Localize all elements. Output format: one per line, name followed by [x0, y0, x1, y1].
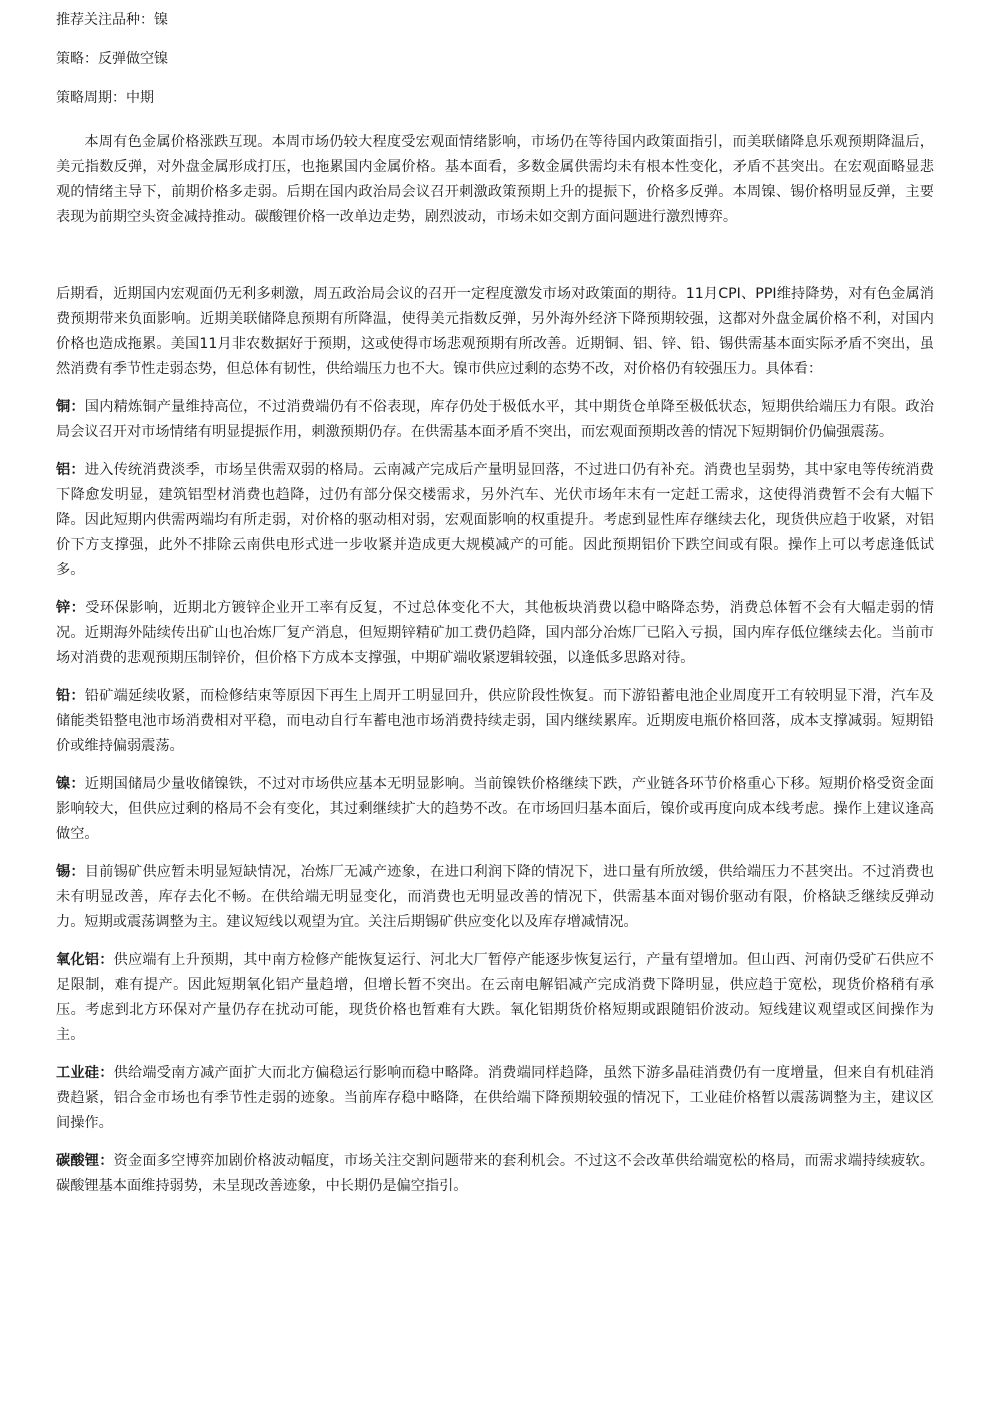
section-zinc	[56, 596, 934, 671]
section-aluminum	[56, 458, 934, 583]
section-alumina	[56, 948, 934, 1048]
section-lead	[56, 684, 934, 759]
section-lithium-carbonate	[56, 1149, 934, 1199]
section-text: 进入传统消费淡季，市场呈供需双弱的格局。云南减产完成后产量明显回落，不过进口仍有补充。消费也呈弱势，其中家电等传统消费下降愈发明显，建筑铝型材消费也趋降，过仍有部分保交楼需求，另外汽车、光伏市场年末有一定赶工需求，这使得消费暂不会有大幅下降。因此短期内供需两端均有所走弱，对价格的驱动相对弱，宏观面影响的权重提升。考虑到显性库存继续去化，现货供应趋于收紧，对铝价下方支撑强，此外不排除云南供电形式进一步收紧并造成更大规模减产的可能。因此预期铝价下跌空间或有限。操作上可以考虑逢低试多。	[56, 462, 934, 578]
recommended-variety: 推荐关注品种：镍	[56, 12, 168, 28]
section-label: 碳酸锂：	[56, 1153, 114, 1169]
section-copper	[56, 395, 934, 445]
section-text: 国内精炼铜产量维持高位，不过消费端仍有不俗表现，库存仍处于极低水平，其中期货仓单降至极低状态，短期供给端压力有限。政治局会议召开对市场情绪有明显提振作用，刺激预期仍存。在供需基本面矛盾不突出，而宏观面预期改善的情况下短期铜价仍偏强震荡。	[56, 399, 934, 440]
section-text: 目前锡矿供应暂未明显短缺情况，冶炼厂无减产迹象，在进口利润下降的情况下，进口量有所放缓，供给端压力不甚突出。不过消费也未有明显改善，库存去化不畅。在供给端无明显变化，而消费也无明显改善的情况下，供需基本面对锡价驱动有限，价格缺乏继续反弹动力。短期或震荡调整为主。建议短线以观望为宜。关注后期锡矿供应变化以及库存增减情况。	[56, 864, 934, 930]
section-label: 铅：	[56, 688, 85, 704]
section-label: 工业硅：	[56, 1065, 114, 1081]
section-text: 近期国储局少量收储镍铁，不过对市场供应基本无明显影响。当前镍铁价格继续下跌，产业链各环节价格重心下移。短期价格受资金面影响较大，但供应过剩的格局不会有变化，其过剩继续扩大的趋势不改。在市场回归基本面后，镍价或再度向成本线考虑。操作上建议逢高做空。	[56, 776, 934, 842]
section-label: 锡：	[56, 864, 85, 880]
strategy-period: 策略周期：中期	[56, 90, 154, 106]
section-label: 镍：	[56, 776, 85, 792]
section-text: 资金面多空博弈加剧价格波动幅度，市场关注交割问题带来的套利机会。不过这不会改革供给端宽松的格局，而需求端持续疲软。碳酸锂基本面维持弱势，未呈现改善迹象，中长期仍是偏空指引。	[56, 1153, 934, 1194]
weekly-summary-paragraph: 本周有色金属价格涨跌互现。本周市场仍较大程度受宏观面情绪影响，市场仍在等待国内政策面指引，而美联储降息乐观预期降温后，美元指数反弹，对外盘金属形成打压，也拖累国内金属价格。基本面看，多数金属供需均未有根本性变化，矛盾不甚突出。在宏观面略显悲观的情绪主导下，前期价格多走弱。后期在国内政治局会议召开刺激政策预期上升的提振下，价格多反弹。本周镍、锡价格明显反弹，主要表现为前期空头资金减持推动。碳酸锂价格一改单边走势，剧烈波动，市场未如交割方面问题进行激烈博弈。	[56, 134, 934, 225]
report-page	[56, 10, 934, 1199]
section-tin	[56, 860, 934, 935]
section-label: 氧化铝：	[56, 952, 114, 968]
outlook-paragraph: 后期看，近期国内宏观面仍无利多刺激，周五政治局会议的召开一定程度激发市场对政策面的期待。11月CPI、PPI维持降势，对有色金属消费预期带来负面影响。近期美联储降息预期有所降温，使得美元指数反弹，另外海外经济下降预期较强，这都对外盘金属价格不利，对国内价格也造成拖累。美国11月非农数据好于预期，这或使得市场悲观预期有所改善。近期铜、铝、锌、铅、锡供需基本面实际矛盾不突出，虽然消费有季节性走弱态势，但总体有韧性，供给端压力也不大。镍市供应过剩的态势不改，对价格仍有较强压力。具体看：	[56, 286, 934, 377]
section-text: 受环保影响，近期北方镀锌企业开工率有反复，不过总体变化不大，其他板块消费以稳中略降态势，消费总体暂不会有大幅走弱的情况。近期海外陆续传出矿山也冶炼厂复产消息，但短期锌精矿加工费仍趋降，国内部分冶炼厂已陷入亏损，国内库存低位继续去化。当前市场对消费的悲观预期压制锌价，但价格下方成本支撑强，中期矿端收紧逻辑较强，以逢低多思路对待。	[56, 600, 934, 666]
section-label: 铝：	[56, 462, 85, 478]
section-industrial-silicon	[56, 1061, 934, 1136]
strategy-line: 策略：反弹做空镍	[56, 51, 168, 67]
section-label: 铜：	[56, 399, 85, 415]
section-nickel	[56, 772, 934, 847]
section-text: 供应端有上升预期，其中南方检修产能恢复运行、河北大厂暂停产能逐步恢复运行，产量有望增加。但山西、河南仍受矿石供应不足限制，难有提产。因此短期氧化铝产量趋增，但增长暂不突出。在云南电解铝减产完成消费下降明显，供应趋于宽松，现货价格稍有承压。考虑到北方环保对产量仍存在扰动可能，现货价格也暂难有大跌。氧化铝期货价格短期或跟随铝价波动。短线建议观望或区间操作为主。	[56, 952, 934, 1043]
section-text: 供给端受南方减产面扩大而北方偏稳运行影响而稳中略降。消费端同样趋降，虽然下游多晶硅消费仍有一度增量，但来自有机硅消费趋紧，铝合金市场也有季节性走弱的迹象。当前库存稳中略降，在供给端下降预期较强的情况下，工业硅价格暂以震荡调整为主，建议区间操作。	[56, 1065, 934, 1131]
section-text: 铅矿端延续收紧，而检修结束等原因下再生上周开工明显回升，供应阶段性恢复。而下游铅蓄电池企业周度开工有较明显下滑，汽车及储能类铅整电池市场消费相对平稳，而电动自行车蓄电池市场消费持续走弱，国内继续累库。近期废电瓶价格回落，成本支撑减弱。短期铅价或维持偏弱震荡。	[56, 688, 934, 754]
section-label: 锌：	[56, 600, 86, 616]
